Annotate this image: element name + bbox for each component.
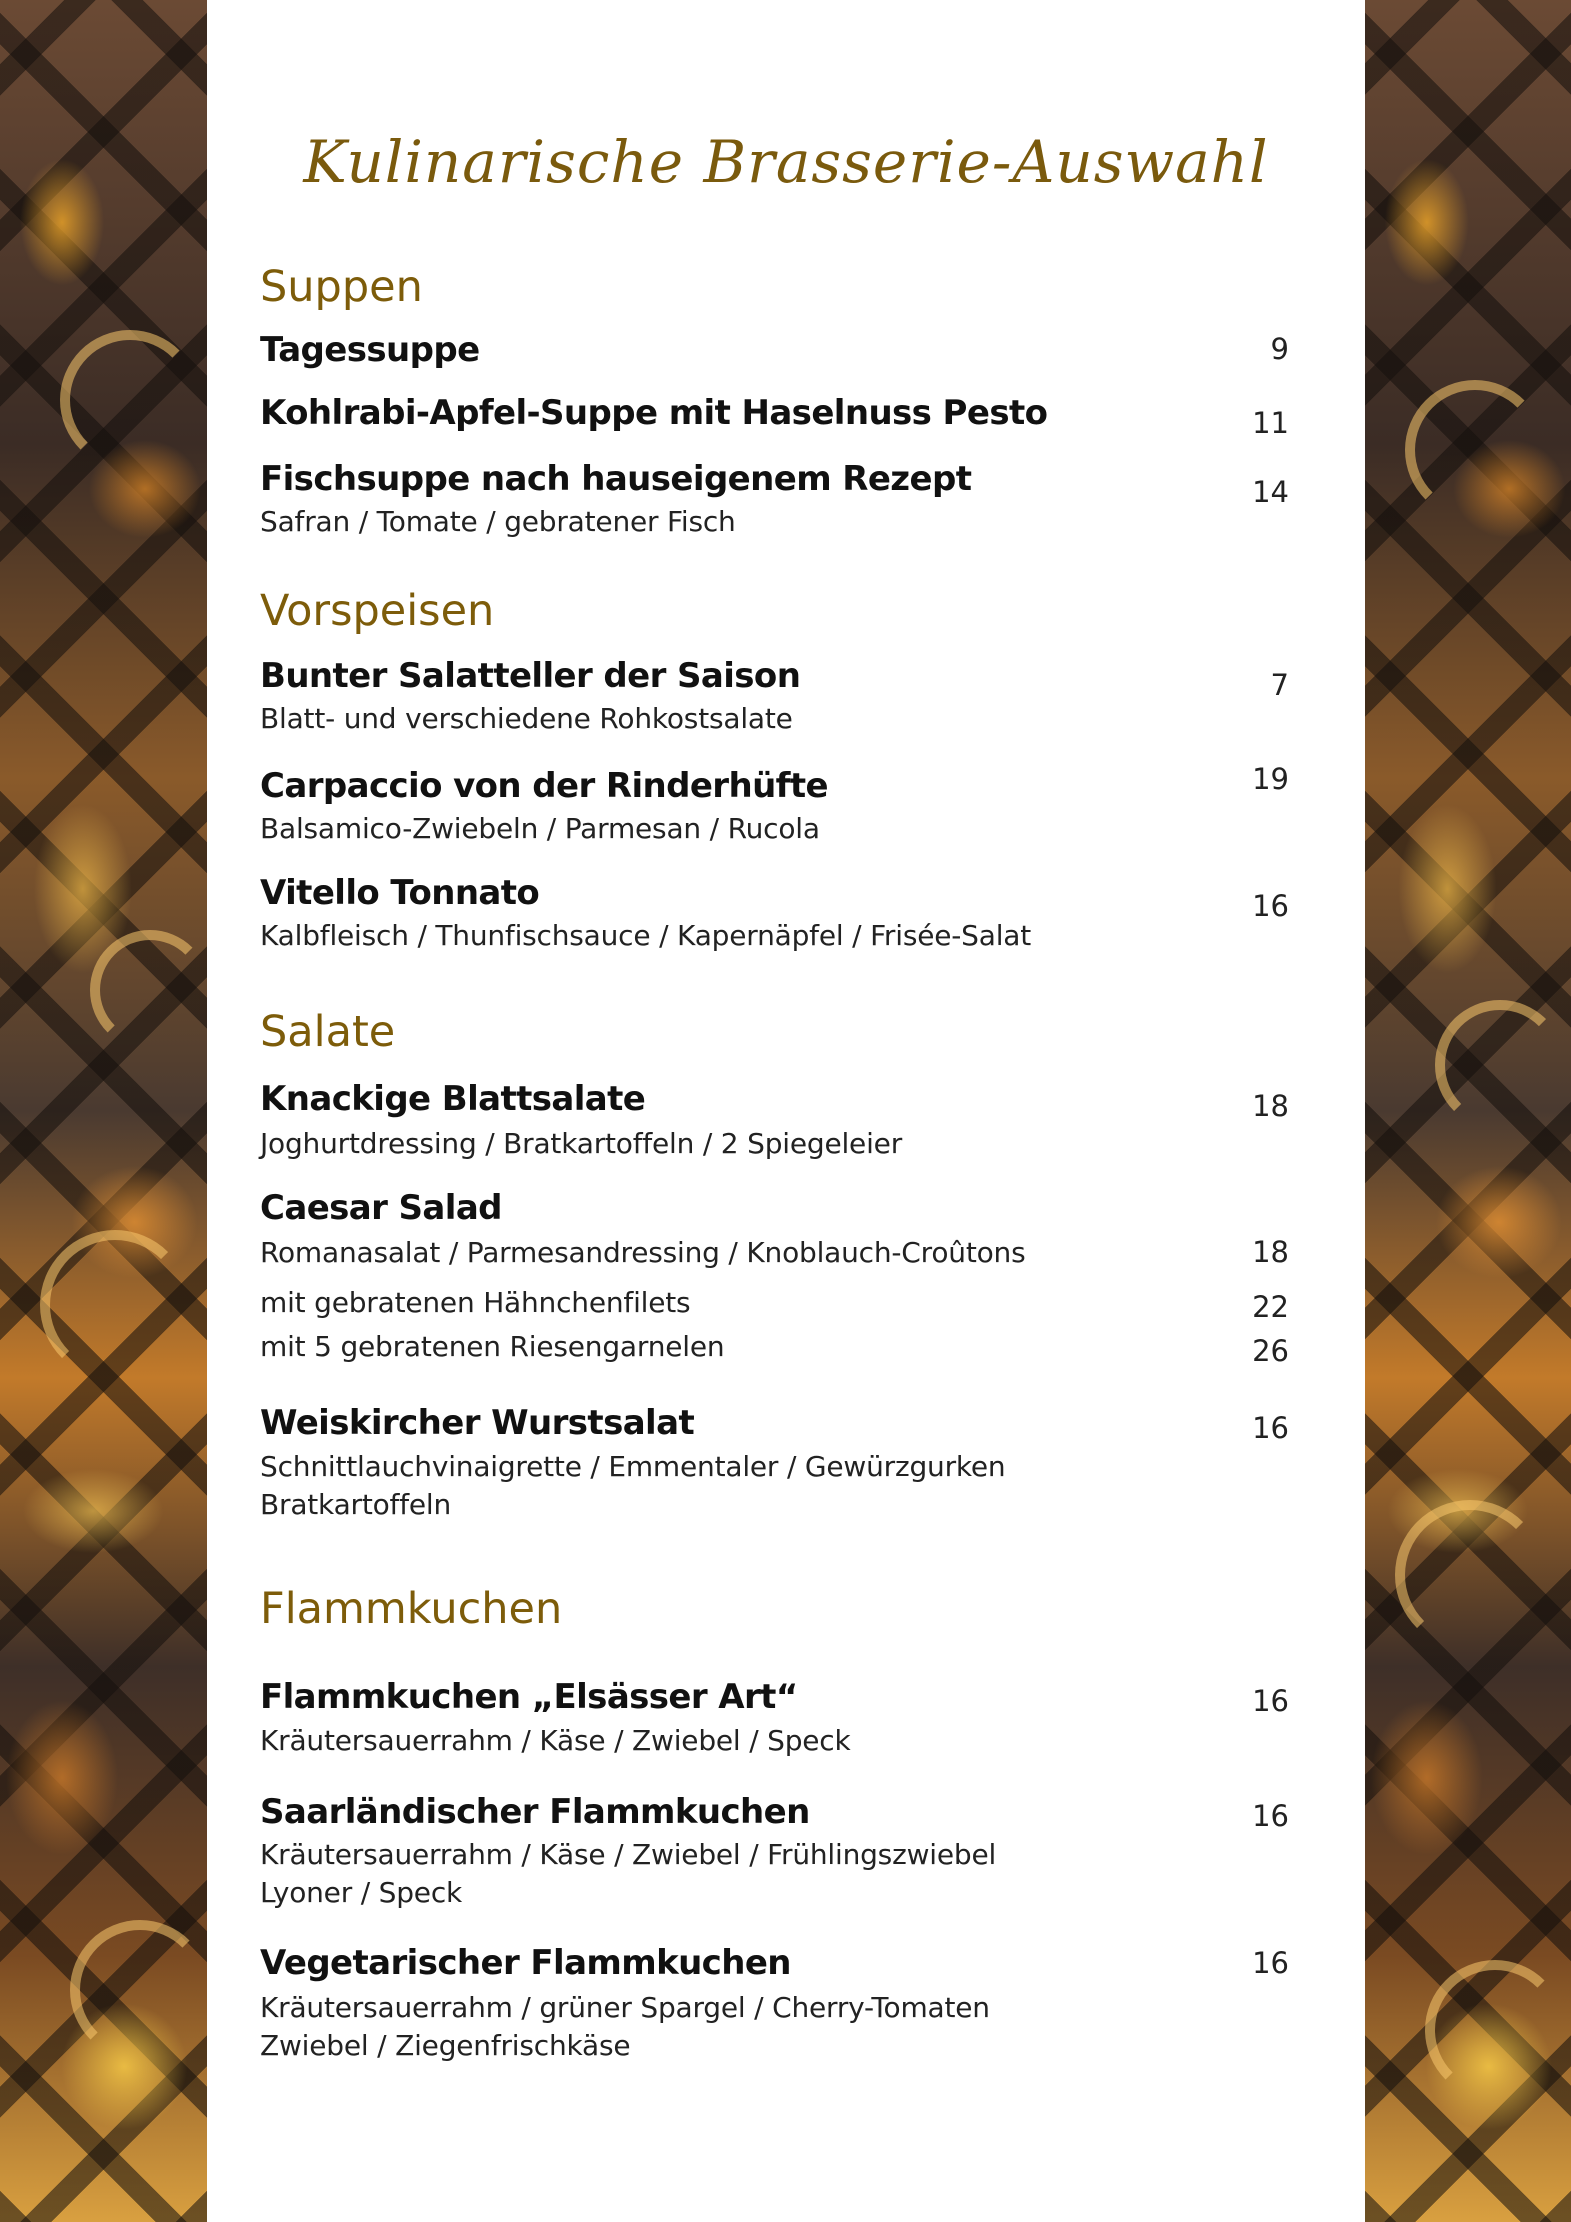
menu-item-name: Kohlrabi-Apfel-Suppe mit Haselnuss Pesto [260,393,1048,433]
menu-item-price: 16 [1252,1411,1289,1445]
menu-item-price: 16 [1252,1684,1289,1718]
menu-item-description: Schnittlauchvinaigrette / Emmentaler / Gewürzgurken [260,1450,1006,1483]
menu-item-description: Kräutersauerrahm / grüner Spargel / Cherry-Tomaten [260,1991,990,2024]
ornament-pattern [0,0,207,2222]
menu-item-description: Balsamico-Zwiebeln / Parmesan / Rucola [260,812,820,845]
menu-item-description: Romanasalat / Parmesandressing / Knoblauch-Croûtons [260,1236,1026,1269]
section-title-flammkuchen: Flammkuchen [260,1584,563,1634]
right-decorative-border [1365,0,1571,2222]
ornament-swirl [1425,1960,1565,2100]
menu-item-name: Vegetarischer Flammkuchen [260,1943,791,1983]
page-title: Kulinarische Brasserie-Auswahl [303,128,1269,196]
menu-item-description: Kräutersauerrahm / Käse / Zwiebel / Speck [260,1724,851,1757]
menu-item-name: Weiskircher Wurstsalat [260,1403,695,1443]
menu-item-description: Kräutersauerrahm / Käse / Zwiebel / Frühlingszwiebel [260,1838,997,1871]
left-decorative-border [0,0,207,2222]
ornament-swirl [1395,1500,1545,1650]
menu-item-name: Knackige Blattsalate [260,1079,646,1119]
menu-item-name: Fischsuppe nach hauseigenem Rezept [260,459,972,499]
section-title-salate: Salate [260,1007,396,1057]
menu-item-description: Blatt- und verschiedene Rohkostsalate [260,702,793,735]
menu-item-price: 11 [1252,406,1289,440]
menu-item-price: 14 [1252,475,1289,509]
menu-item-variant: mit gebratenen Hähnchenfilets [260,1286,691,1319]
menu-item-description: Zwiebel / Ziegenfrischkäse [260,2029,631,2062]
menu-item-price: 19 [1252,762,1289,796]
menu-item-description: Bratkartoffeln [260,1488,452,1521]
ornament-swirl [90,930,207,1050]
ornament-swirl [40,1230,190,1380]
section-title-suppen: Suppen [260,262,423,312]
menu-item-price: 16 [1252,1946,1289,1980]
menu-item-name: Bunter Salatteller der Saison [260,656,801,696]
menu-item-price: 18 [1252,1089,1289,1123]
menu-item-name: Saarländischer Flammkuchen [260,1792,810,1832]
menu-item-variant: mit 5 gebratenen Riesengarnelen [260,1330,725,1363]
ornament-swirl [1405,380,1545,520]
menu-item-description: Lyoner / Speck [260,1876,463,1909]
menu-item-price: 16 [1252,889,1289,923]
section-title-vorspeisen: Vorspeisen [260,586,495,636]
ornament-swirl [70,1920,207,2060]
menu-item-name: Vitello Tonnato [260,873,540,913]
menu-item-description: Safran / Tomate / gebratener Fisch [260,505,736,538]
menu-item-variant-price: 26 [1252,1334,1289,1368]
menu-item-name: Tagessuppe [260,330,480,370]
menu-item-variant-price: 22 [1252,1290,1289,1324]
menu-item-price: 18 [1252,1235,1289,1269]
menu-item-description: Kalbfleisch / Thunfischsauce / Kapernäpfel / Frisée-Salat [260,919,1032,952]
menu-item-name: Carpaccio von der Rinderhüfte [260,766,828,806]
menu-item-name: Flammkuchen „Elsässer Art“ [260,1677,798,1717]
menu-item-price: 16 [1252,1799,1289,1833]
menu-item-price: 9 [1270,332,1289,366]
ornament-swirl [60,330,200,470]
menu-item-price: 7 [1270,668,1289,702]
menu-item-name: Caesar Salad [260,1188,502,1228]
ornament-swirl [1435,1000,1565,1130]
menu-item-description: Joghurtdressing / Bratkartoffeln / 2 Spiegeleier [260,1127,903,1160]
